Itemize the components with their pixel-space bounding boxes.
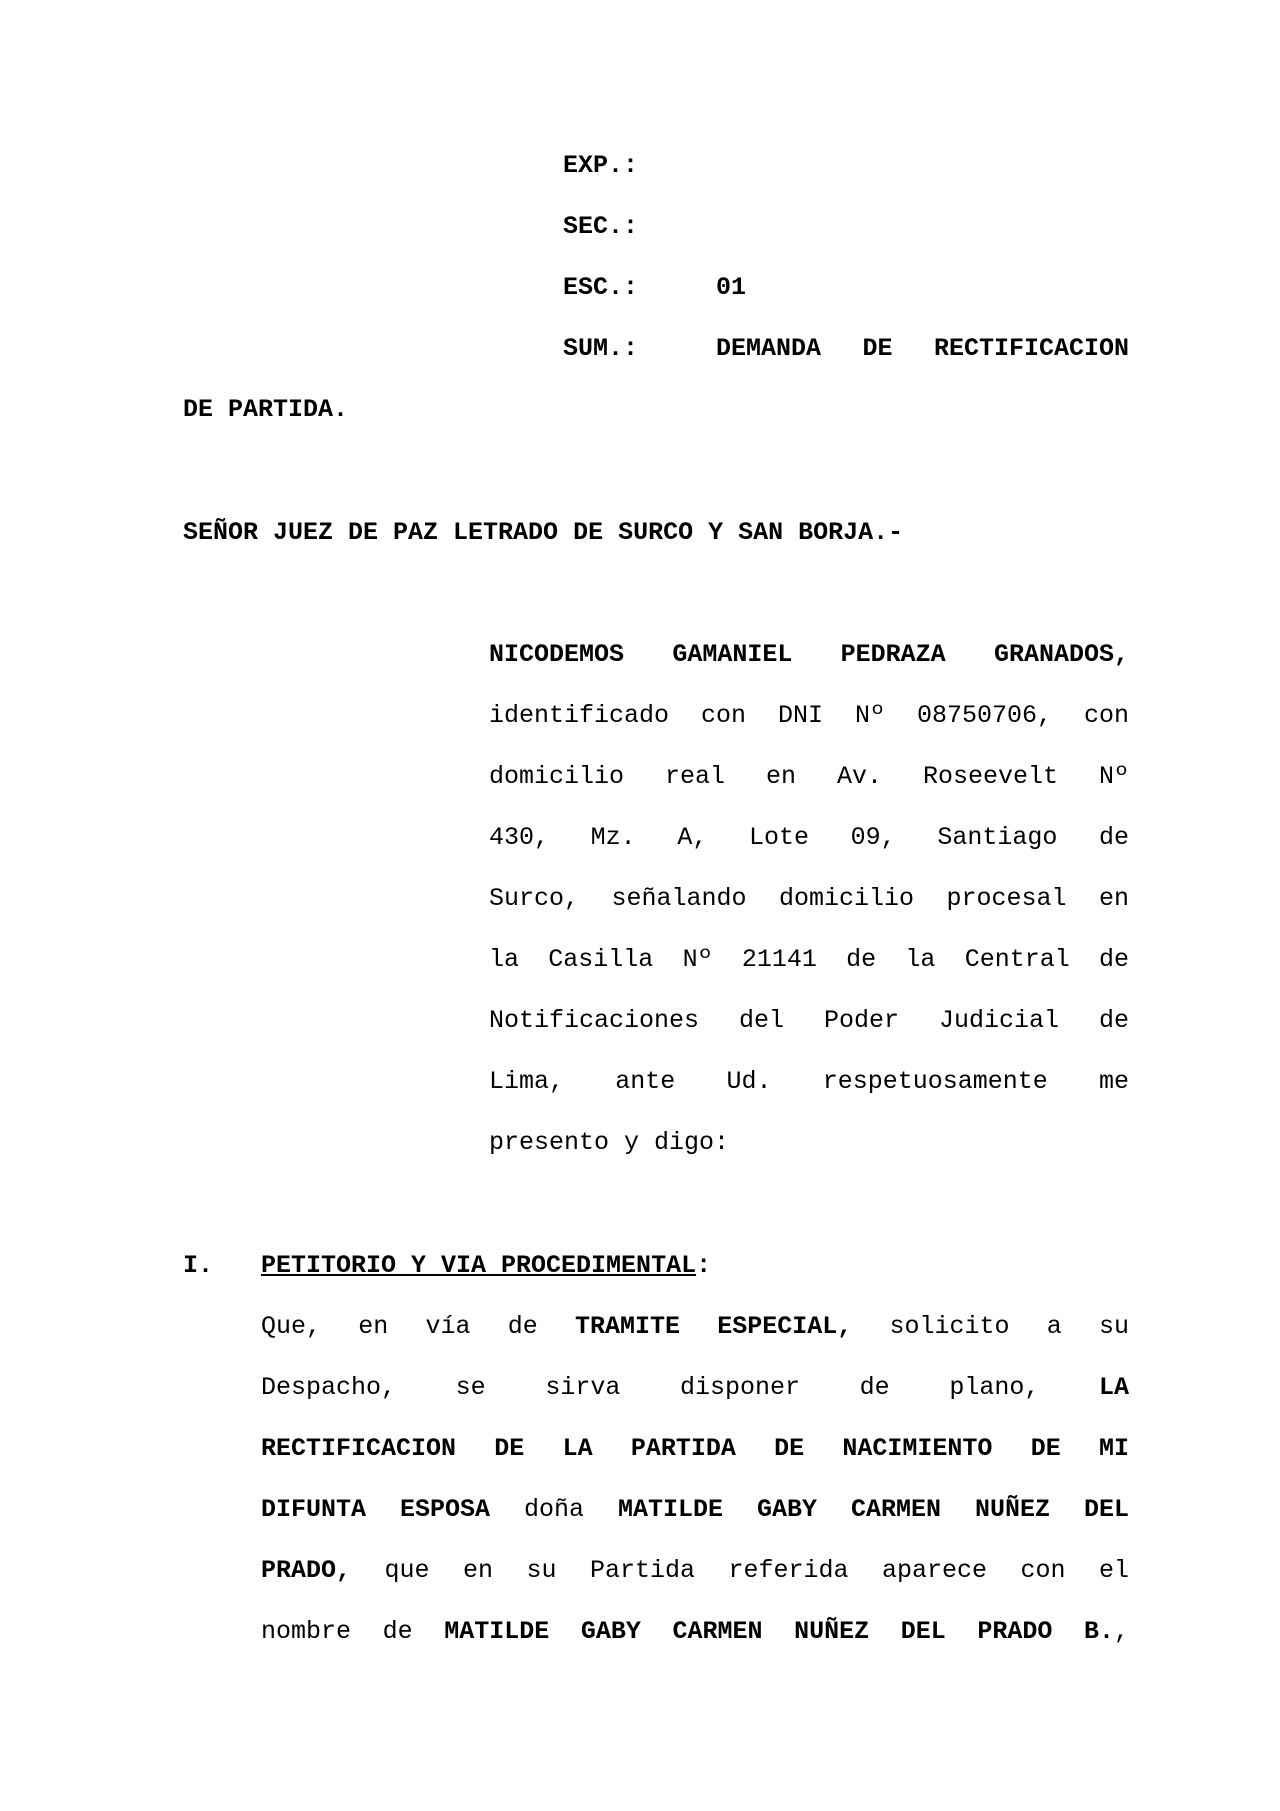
section-number: I. <box>183 1251 214 1280</box>
sum-label: SUM.: <box>563 334 639 363</box>
intro-line: presento y digo: <box>489 1128 730 1157</box>
section-title-text: PETITORIO Y VIA PROCEDIMENTAL <box>261 1251 697 1280</box>
intro-line: Surco, señalando domicilio procesal en <box>489 884 1129 913</box>
petition-line <box>261 1312 1129 1342</box>
intro-line: Lima, ante Ud. respetuosamente me <box>489 1067 1129 1096</box>
petition-line <box>261 1373 1129 1403</box>
petition-text-bold: MATILDE GABY CARMEN NUÑEZ DEL <box>618 1495 1129 1524</box>
intro-line: domicilio real en Av. Roseevelt Nº <box>489 762 1129 791</box>
petition-line <box>261 1495 1129 1525</box>
petition-text: nombre de <box>261 1617 445 1646</box>
petition-text-bold: LA <box>1098 1373 1129 1402</box>
petition-line <box>261 1556 1129 1586</box>
exp-label: EXP.: <box>563 151 639 180</box>
petition-text: Despacho, se sirva disponer de plano, <box>261 1373 1099 1402</box>
addressee: SEÑOR JUEZ DE PAZ LETRADO DE SURCO Y SAN BORJA.- <box>183 518 904 547</box>
petition-line <box>261 1617 1129 1647</box>
intro-line: identificado con DNI Nº 08750706, con <box>489 701 1129 730</box>
petition-text: que en su Partida referida aparece con el <box>351 1556 1129 1585</box>
petition-text-bold: MATILDE GABY CARMEN NUÑEZ DEL PRADO B. <box>444 1617 1114 1646</box>
petition-text: doña <box>490 1495 618 1524</box>
petition-text: Que, en vía de <box>261 1312 575 1341</box>
esc-value: 01 <box>716 273 747 302</box>
petition-text-bold: DIFUNTA ESPOSA <box>261 1495 491 1524</box>
intro-line: 430, Mz. A, Lote 09, Santiago de <box>489 823 1129 852</box>
sum-value-line2: DE PARTIDA. <box>183 395 349 424</box>
petition-text-bold: PRADO, <box>261 1556 352 1585</box>
petition-line: RECTIFICACION DE LA PARTIDA DE NACIMIENTO DE MI <box>261 1434 1129 1463</box>
sum-value-line1: DEMANDA DE RECTIFICACION <box>716 334 1129 363</box>
intro-line: la Casilla Nº 21141 de la Central de <box>489 945 1129 974</box>
plaintiff-name: NICODEMOS GAMANIEL PEDRAZA GRANADOS, <box>489 640 1129 669</box>
petition-text: solicito a su <box>852 1312 1129 1341</box>
petition-text-bold: TRAMITE ESPECIAL, <box>574 1312 853 1341</box>
esc-label: ESC.: <box>563 273 639 302</box>
section-title-colon: : <box>696 1251 712 1280</box>
section-title <box>261 1251 711 1281</box>
intro-line: Notificaciones del Poder Judicial de <box>489 1006 1129 1035</box>
petition-text: , <box>1114 1617 1130 1646</box>
sec-label: SEC.: <box>563 212 639 241</box>
